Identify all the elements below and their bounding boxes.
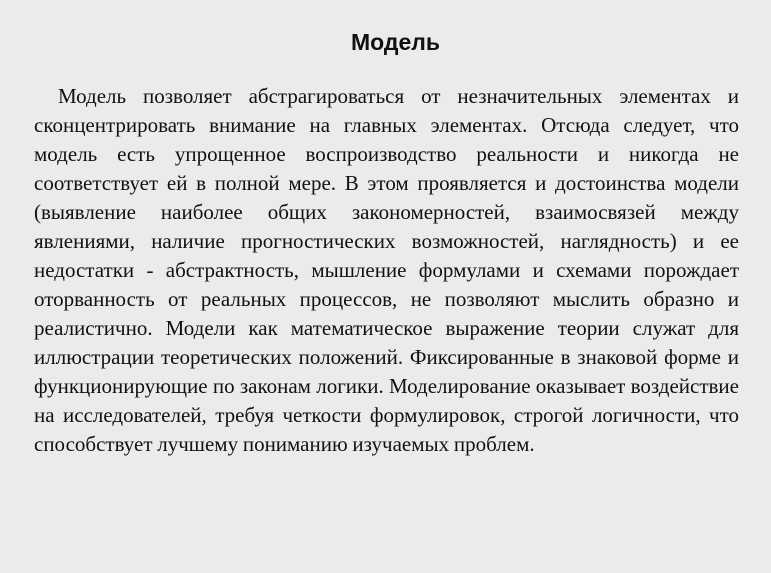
slide-body-text: Модель позволяет абстрагироваться от незначительных элементах и сконцентрировать внимание на главных элементах. Отсюда следует, что модель есть упрощенное воспроизводство реальности и никогда не соответствует ей в полной мере. В этом проявляется и достоинства модели (выявление наиболее общих закономерностей, взаимосвязей между явлениями, наличие прогностических возможностей, наглядность) и ее недостатки - абстрактность, мышление формулами и схемами порождает оторванность от реальных процессов, не позволяют мыслить образно и реалистично. Модели как математическое выражение теории служат для иллюстрации теоретических положений. Фиксированные в знаковой форме и функционирующие по законам логики. Моделирование оказывает воздействие на исследователей, требуя четкости формулировок, строгой логичности, что способствует лучшему пониманию изучаемых проблем. [34, 84, 739, 456]
slide-title: Модель [350, 29, 441, 55]
